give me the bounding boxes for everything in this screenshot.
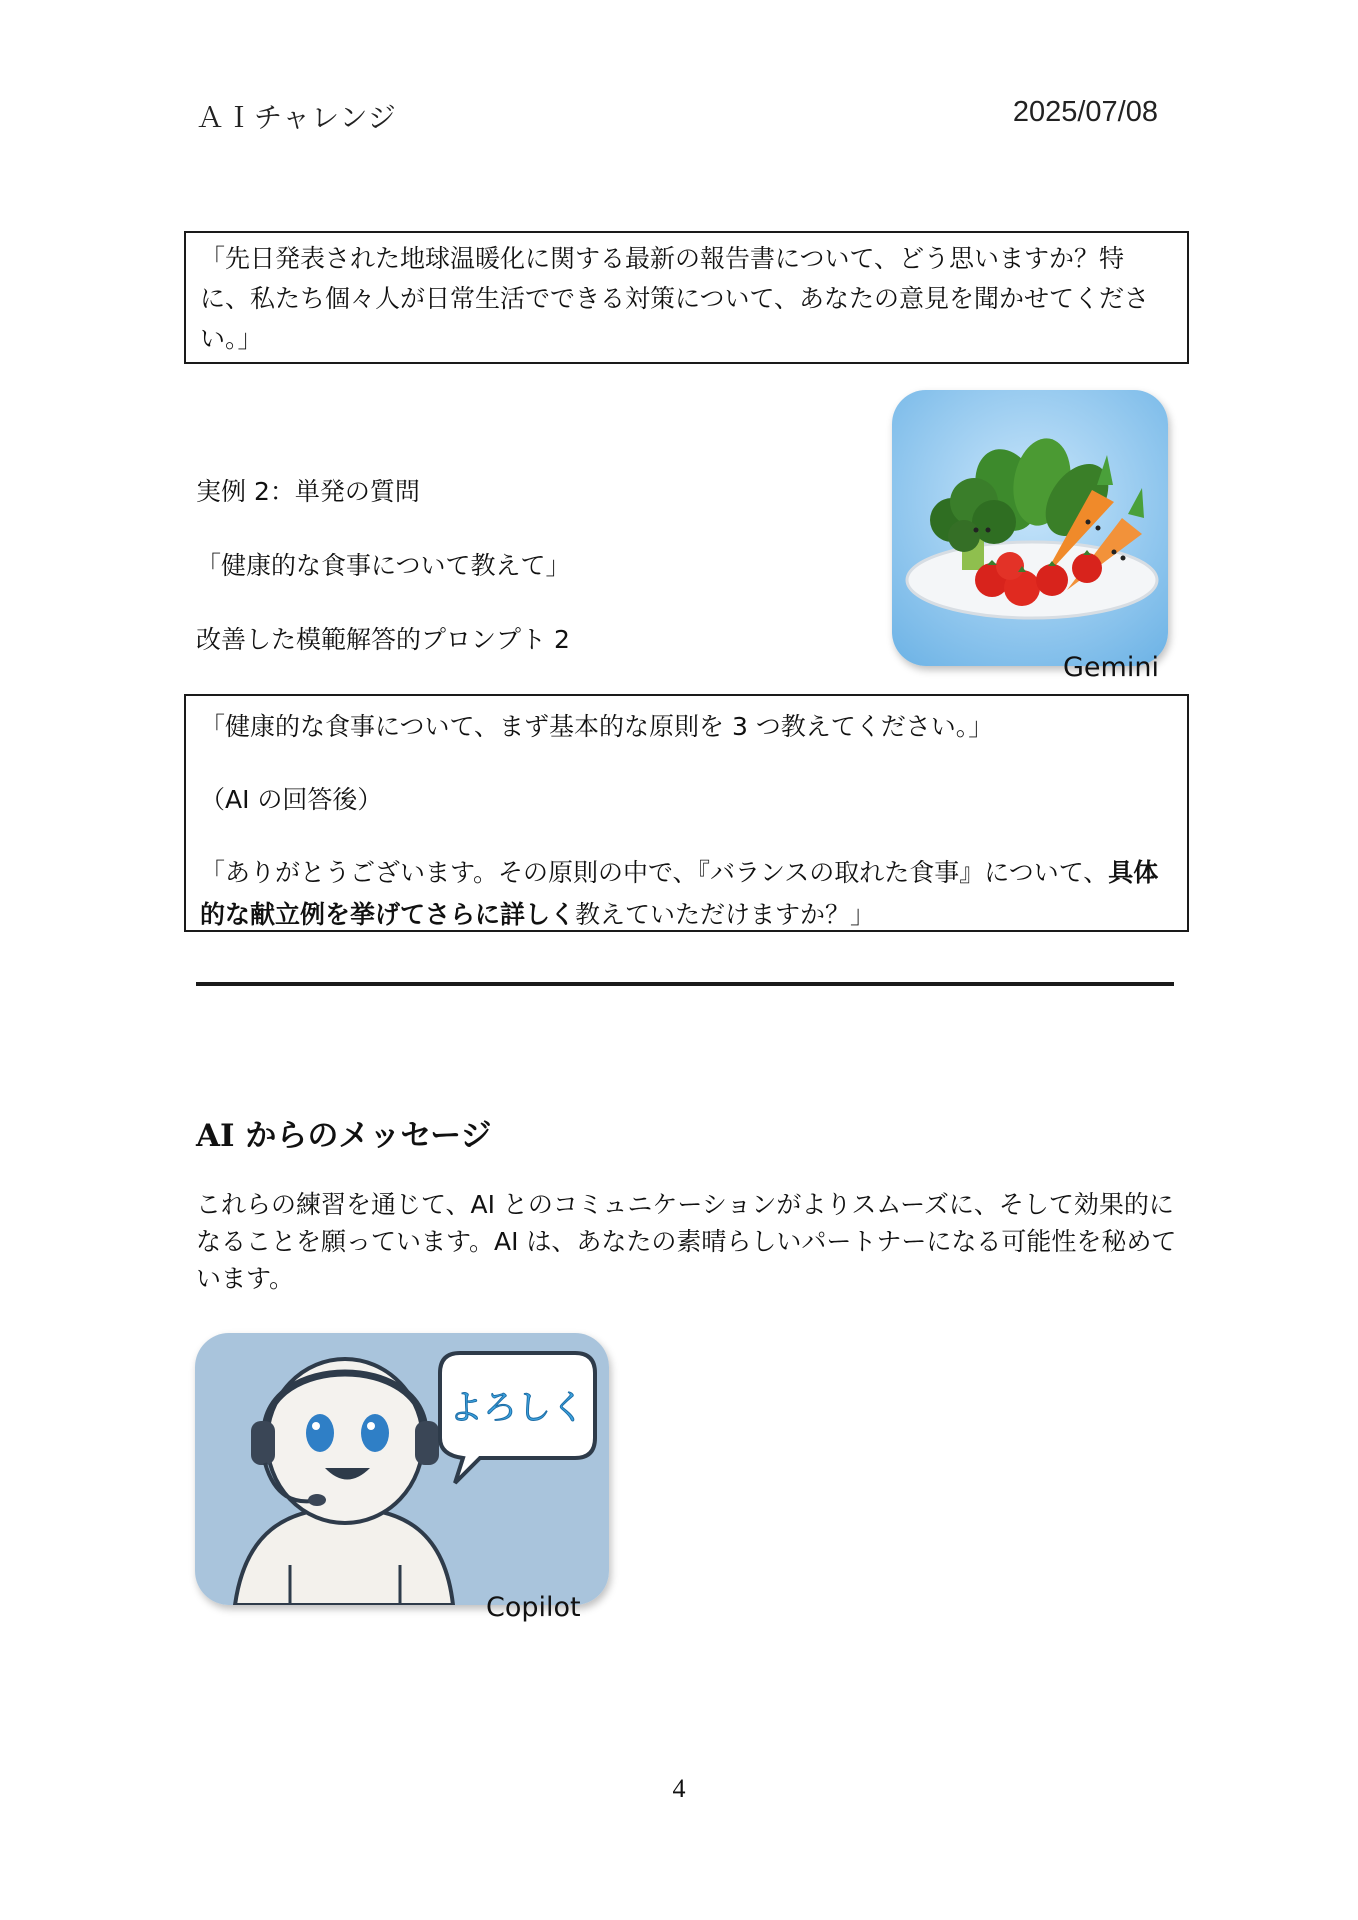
document-title: ＡＩチャレンジ	[196, 101, 397, 134]
message-heading: AI からのメッセージ	[196, 1118, 492, 1154]
bubble-text: よろしく	[449, 1388, 585, 1428]
prompt-2-line-3	[200, 852, 1173, 936]
prompt-box-2	[184, 694, 1189, 932]
robot-illustration	[195, 1333, 609, 1605]
document-date: 2025/07/08	[1012, 96, 1158, 128]
section-divider	[196, 982, 1174, 986]
prompt-1-text: 「先日発表された地球温暖化に関する最新の報告書について、どう思いますか？特に、私たち個々人が日常生活でできる対策について、あなたの意見を聞かせてください。」	[200, 244, 1150, 353]
improved-prompt-label: 改善した模範解答的プロンプト 2	[196, 625, 570, 654]
gemini-caption: Gemini	[1063, 652, 1159, 683]
page-number: 4	[672, 1774, 686, 1803]
prompt-box-1	[184, 231, 1189, 364]
vegetable-illustration	[892, 390, 1168, 666]
prompt-2-line-1: 「健康的な食事について、まず基本的な原則を 3 つ教えてください。」	[200, 712, 994, 741]
prompt-2-line-2: （AI の回答後）	[200, 785, 383, 814]
prompt-2-emphasis: 具体的な献立例を挙げてさらに詳しく	[200, 858, 1159, 929]
prompt-2-line-3-end: 教えていただけますか？」	[575, 900, 876, 929]
example-2-heading: 実例 2：単発の質問	[196, 477, 420, 506]
copilot-caption: Copilot	[486, 1592, 581, 1623]
example-2-question: 「健康的な食事について教えて」	[196, 551, 571, 580]
message-body: これらの練習を通じて、AI とのコミュニケーションがよりスムーズに、そして効果的になることを願っています。AI は、あなたの素晴らしいパートナーになる可能性を秘めています。	[196, 1190, 1177, 1293]
prompt-2-line-3-start: 「ありがとうございます。その原則の中で、『バランスの取れた食事』について、	[200, 858, 1109, 887]
